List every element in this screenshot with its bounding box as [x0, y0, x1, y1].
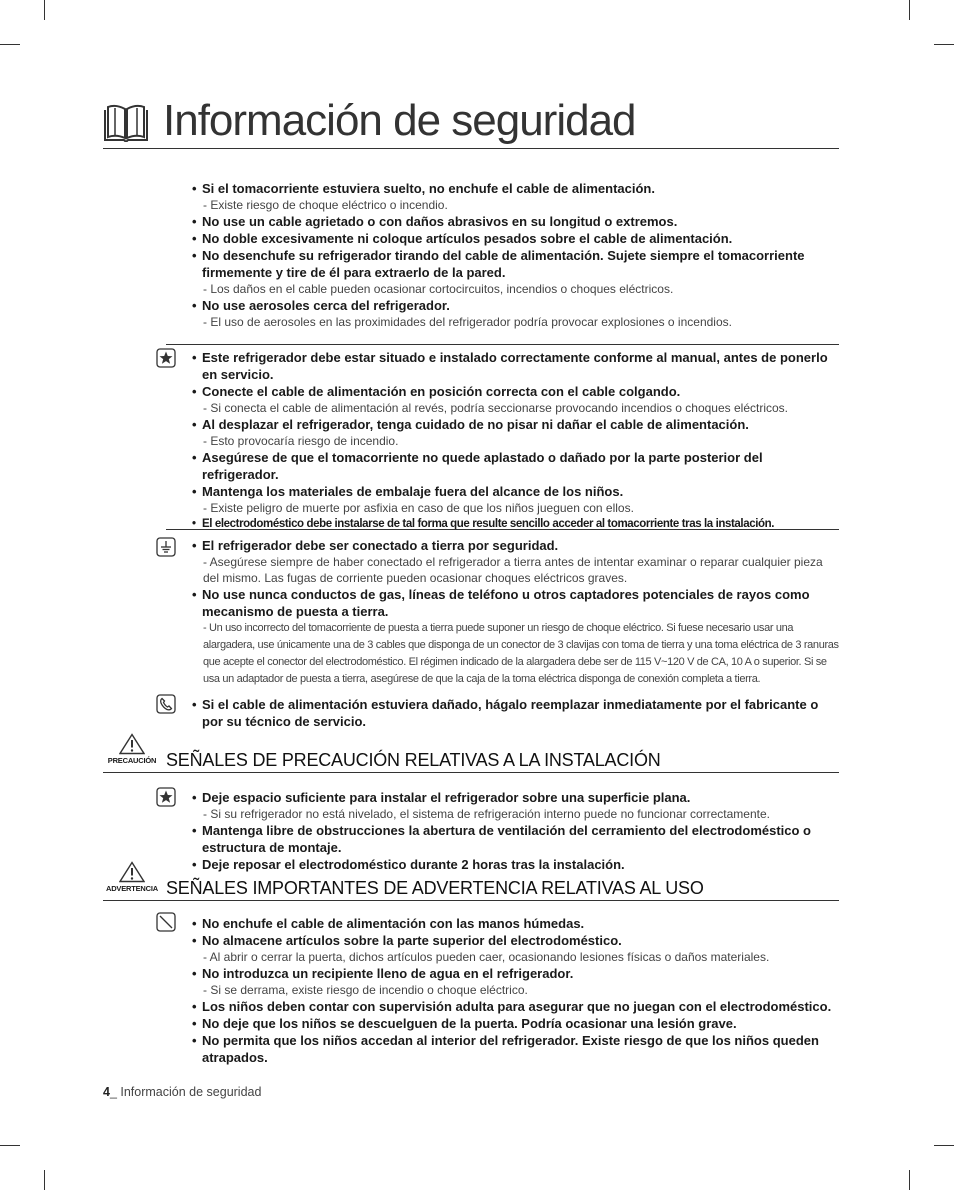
crop-mark — [0, 1145, 20, 1146]
bullet-text: No desenchufe su refrigerador tirando del cable de alimentación. Sujete siempre el tomacorriente firmemente y tire de él para extraerlo de la pared. — [202, 248, 805, 280]
bullet-text: No enchufe el cable de alimentación con las manos húmedas. — [202, 916, 585, 931]
page-title: Información de seguridad — [163, 96, 636, 145]
bullet-subtext: - Si se derrama, existe riesgo de incendio o choque eléctrico. — [203, 983, 528, 997]
bullet-subtext: - El uso de aerosoles en las proximidades del refrigerador podría provocar explosiones o incendios. — [203, 315, 732, 329]
safety-block — [166, 696, 840, 730]
warning-triangle-icon — [119, 733, 145, 755]
precaution-badge — [102, 733, 162, 765]
bullet-dot: • — [192, 417, 197, 432]
crop-mark — [0, 44, 20, 45]
bullet-dot: • — [192, 697, 197, 712]
bullet-item — [166, 449, 840, 483]
warning-triangle-icon — [119, 861, 145, 883]
bullet-item — [166, 180, 840, 197]
badge-label: ADVERTENCIA — [106, 884, 158, 893]
bullet-subtext: - Si conecta el cable de alimentación al revés, podría seccionarse provocando incendios o choques eléctricos. — [203, 401, 788, 415]
bullet-text: Si el cable de alimentación estuviera dañado, hágalo reemplazar inmediatamente por el fabricante o por su técnico de servicio. — [202, 697, 819, 729]
bullet-text: Al desplazar el refrigerador, tenga cuidado de no pisar ni dañar el cable de alimentación. — [202, 417, 749, 432]
bullet-text: No doble excesivamente ni coloque artículos pesados sobre el cable de alimentación. — [202, 231, 733, 246]
bullet-item — [166, 483, 840, 500]
bullet-dot: • — [192, 518, 196, 530]
bullet-item — [166, 1032, 840, 1066]
bullet-dot: • — [192, 999, 197, 1014]
bullet-item — [166, 516, 840, 533]
bullet-text: Asegúrese de que el tomacorriente no quede aplastado o dañado por la parte posterior del refrigerador. — [202, 450, 763, 482]
bullet-text: No introduzca un recipiente lleno de agua en el refrigerador. — [202, 966, 574, 981]
safety-block — [166, 537, 840, 688]
bullet-dot: • — [192, 933, 197, 948]
bullet-text: El electrodoméstico debe instalarse de tal forma que resulte sencillo acceder al tomacorriente tras la instalación. — [202, 518, 775, 530]
bullet-text: No use nunca conductos de gas, líneas de teléfono u otros captadores potenciales de rayos como mecanismo de puesta a tierra. — [202, 587, 810, 619]
bullet-dot: • — [192, 350, 197, 365]
bullet-dot: • — [192, 484, 197, 499]
bullet-item — [166, 383, 840, 400]
bullet-item — [166, 965, 840, 982]
bullet-dot: • — [192, 181, 197, 196]
bullet-text: No use un cable agrietado o con daños abrasivos en su longitud o extremos. — [202, 214, 678, 229]
bullet-item — [166, 230, 840, 247]
bullet-dot: • — [192, 823, 197, 838]
bullet-text: No deje que los niños se descuelguen de la puerta. Podría ocasionar una lesión grave. — [202, 1016, 737, 1031]
section-rule — [103, 900, 839, 901]
bullet-dot: • — [192, 1016, 197, 1031]
divider — [166, 344, 839, 345]
badge-label: PRECAUCIÓN — [107, 756, 157, 765]
bullet-dot: • — [192, 857, 197, 872]
bullet-dot: • — [192, 384, 197, 399]
bullet-item — [166, 247, 840, 281]
bullet-dot: • — [192, 1033, 197, 1048]
bullet-dot: • — [192, 966, 197, 981]
safety-block — [166, 180, 840, 330]
bullet-text: No use aerosoles cerca del refrigerador. — [202, 298, 450, 313]
bullet-dot: • — [192, 231, 197, 246]
bullet-subtext: - Al abrir o cerrar la puerta, dichos artículos pueden caer, ocasionando lesiones físicas o daños materiales. — [203, 950, 770, 964]
divider — [166, 529, 839, 530]
bullet-item — [166, 789, 840, 806]
page-footer — [103, 1085, 261, 1099]
bullet-subtext: - Los daños en el cable pueden ocasionar cortocircuitos, incendios o choques eléctricos. — [203, 282, 674, 296]
section-heading: SEÑALES IMPORTANTES DE ADVERTENCIA RELATIVAS AL USO — [166, 878, 704, 898]
bullet-subtext: - Esto provocaría riesgo de incendio. — [203, 434, 399, 448]
bullet-text: Deje espacio suficiente para instalar el refrigerador sobre una superficie plana. — [202, 790, 691, 805]
bullet-dot: • — [192, 916, 197, 931]
section-items — [166, 915, 840, 1066]
safety-block — [166, 349, 840, 533]
bullet-text: Mantenga los materiales de embalaje fuera del alcance de los niños. — [202, 484, 624, 499]
section-rule — [103, 772, 839, 773]
bullet-item — [166, 586, 840, 620]
bullet-item — [166, 213, 840, 230]
warning-badge — [100, 861, 164, 893]
bullet-dot: • — [192, 214, 197, 229]
bullet-subtext: - Si su refrigerador no está nivelado, el sistema de refrigeración interno puede no funcionar correctamente. — [203, 807, 770, 821]
bullet-subtext: - Existe riesgo de choque eléctrico o incendio. — [203, 198, 448, 212]
bullet-text: Los niños deben contar con supervisión adulta para asegurar que no juegan con el electrodoméstico. — [202, 999, 832, 1014]
bullet-item — [166, 915, 840, 932]
bullet-text: No permita que los niños accedan al interior del refrigerador. Existe riesgo de que los niños queden atrapados. — [202, 1033, 819, 1065]
footer-label: _ Información de seguridad — [109, 1085, 262, 1099]
bullet-dot: • — [192, 248, 197, 263]
bullet-subtext: - Asegúrese siempre de haber conectado el refrigerador a tierra antes de intentar examinar o reparar cualquier pieza del mismo. Las fugas de corriente pueden ocasionar choques eléctricos graves. — [203, 555, 823, 585]
bullet-item — [166, 349, 840, 383]
crop-mark — [44, 0, 45, 20]
bullet-text: Mantenga libre de obstrucciones la abertura de ventilación del cerramiento del electrodoméstico o estructura de montaje. — [202, 823, 812, 855]
page-header — [103, 96, 839, 149]
bullet-text: Si el tomacorriente estuviera suelto, no enchufe el cable de alimentación. — [202, 181, 655, 196]
bullet-item — [166, 822, 840, 856]
bullet-item — [166, 998, 840, 1015]
bullet-item — [166, 1015, 840, 1032]
section-heading: SEÑALES DE PRECAUCIÓN RELATIVAS A LA INSTALACIÓN — [166, 750, 661, 770]
crop-mark — [934, 1145, 954, 1146]
page-number: 4 — [103, 1085, 110, 1099]
crop-mark — [909, 1170, 910, 1190]
crop-mark — [934, 44, 954, 45]
bullet-dot: • — [192, 587, 197, 602]
bullet-subtext: - Un uso incorrecto del tomacorriente de puesta a tierra puede suponer un riesgo de choque eléctrico. Si fuese necesario usar una alargadera, use únicamente una de 3 cables que disponga de un conector de 3 clavijas con toma de tierra y una toma eléctrica de 3 ranuras que acepte el conector del electrodoméstico. El régimen indicado de la alargadera debe ser de 115 V~120 V de CA, 10 A o superior. Si se usa un adaptador de puesta a tierra, asegúrese de que la caja de la toma eléctrica disponga de conexión completa a tierra. — [203, 622, 839, 685]
book-icon — [103, 104, 149, 142]
bullet-dot: • — [192, 450, 197, 465]
section-items — [166, 789, 840, 873]
bullet-item — [166, 537, 840, 554]
bullet-item — [166, 856, 840, 873]
bullet-dot: • — [192, 790, 197, 805]
bullet-text: No almacene artículos sobre la parte superior del electrodoméstico. — [202, 933, 622, 948]
bullet-item — [166, 297, 840, 314]
bullet-subtext: - Existe peligro de muerte por asfixia en caso de que los niños jueguen con ellos. — [203, 501, 634, 515]
bullet-text: Conecte el cable de alimentación en posición correcta con el cable colgando. — [202, 384, 681, 399]
bullet-text: Deje reposar el electrodoméstico durante 2 horas tras la instalación. — [202, 857, 625, 872]
bullet-item — [166, 932, 840, 949]
bullet-dot: • — [192, 538, 197, 553]
bullet-item — [166, 696, 840, 730]
crop-mark — [909, 0, 910, 20]
bullet-dot: • — [192, 298, 197, 313]
bullet-text: El refrigerador debe ser conectado a tierra por seguridad. — [202, 538, 559, 553]
crop-mark — [44, 1170, 45, 1190]
bullet-text: Este refrigerador debe estar situado e instalado correctamente conforme al manual, antes de ponerlo en servicio. — [202, 350, 828, 382]
bullet-item — [166, 416, 840, 433]
